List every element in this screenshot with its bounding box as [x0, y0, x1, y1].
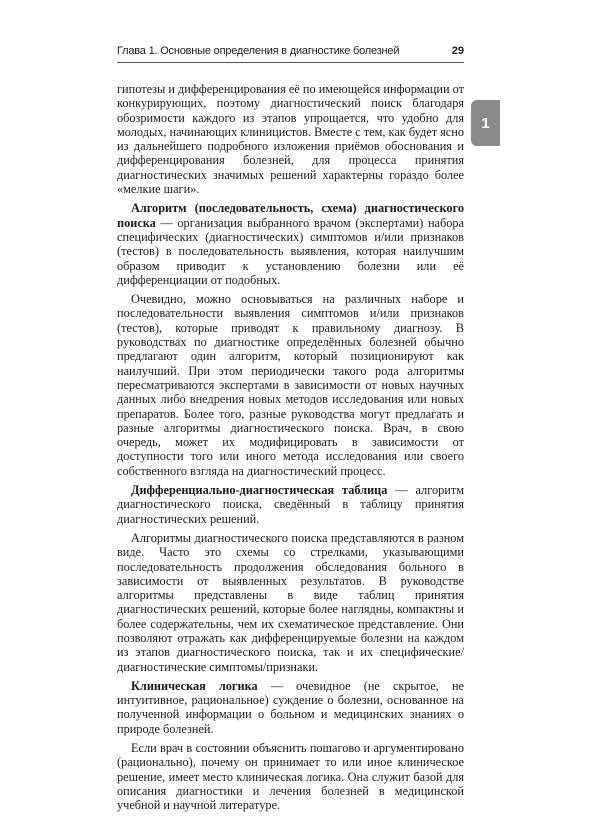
definition-clinical-logic: — очевидное (не скрытое, не интуитивное, рациональное) суждение о болезни, основанное на полученной информации о больном и медицинских знаниях о природе болезней. [117, 678, 464, 736]
paragraph-3: Очевидно, можно основываться на различных наборе и последовательности выявления симптомов и/или признаков (тестов), которые приводят к правильному диагнозу. В руководствах по диагностике определённых болезней обычно предлагают один алгоритм, который позиционируют как наилучший. При этом периодически такого рода алгоритмы пересматриваются экспертами в зависимости от новых научных данных либо внедрения новых методов исследования или новых препаратов. Более того, разные руководства могут предлагать и разные алгоритмы диагностического поиска. Врач, в свою очередь, может их модифицировать в зависимости от доступности того или иного метода исследования или своего собственного взгляда на диагностический процесс. [117, 292, 464, 478]
paragraph-logic-definition [117, 679, 464, 736]
paragraph-table-definition [117, 483, 464, 526]
term-diff-table: Дифференциально-диагностическая таблица [131, 483, 388, 498]
definition-diff-table: — алгоритм диагностического поиска, сведённый в таблицу принятия диагностических решений. [117, 483, 464, 526]
chapter-tab-label: 1 [481, 114, 490, 132]
paragraph-algorithm-definition [117, 201, 464, 287]
chapter-title: Глава 1. Основные определения в диагностике болезней [117, 45, 400, 57]
paragraph-7: Если врач в состоянии объяснить пошагово и аргументировано (рационально), почему он принимает то или иное клиническое решение, имеет место клиническая логика. Она служит базой для описания диагностики и лечения болезней в медицинской учебной и научной литературе. [117, 741, 464, 813]
running-header [117, 40, 464, 63]
term-clinical-logic: Клиническая логика [131, 678, 258, 693]
term-algorithm: Алгоритм (последовательность, схема) диагностического поиска [117, 201, 464, 230]
paragraph-1: гипотезы и дифференцирования её по имеющейся информации от конкурирующих, поэтому диагностический поиск благодаря обозримости каждого из этапов упрощается, что удобно для молодых, начинающих клиницистов. Вместе с тем, как будет ясно из дальнейшего подробного изложения приёмов обоснования и дифференцирования болезней, для процесса принятия диагностических значимых решений характерны гораздо более «мелкие шаги». [117, 82, 464, 197]
page-number: 29 [451, 45, 464, 57]
definition-algorithm: — организация выбранного врачом (экспертами) набора специфических (диагностических) симптомов и/или признаков (тестов) в последовательность выявления, которая наилучшим образом приводит к установлению болезни или её дифференциации от подобных. [117, 215, 464, 287]
paragraph-5: Алгоритмы диагностического поиска представляются в разном виде. Часто это схемы со стрелками, указывающими последовательность продолжения обследования больного в зависимости от выявленных результатов. В руководстве алгоритмы представлены в виде таблиц принятия диагностических решений, которые более наглядны, компактны и более содержательны, чем их схематическое представление. Они позволяют отражать как дифференцируемые болезни на каждом из этапов диагностического поиска, так и их специфические/диагностические симптомы/признаки. [117, 530, 464, 674]
chapter-tab [471, 100, 500, 146]
body-text [117, 82, 464, 818]
